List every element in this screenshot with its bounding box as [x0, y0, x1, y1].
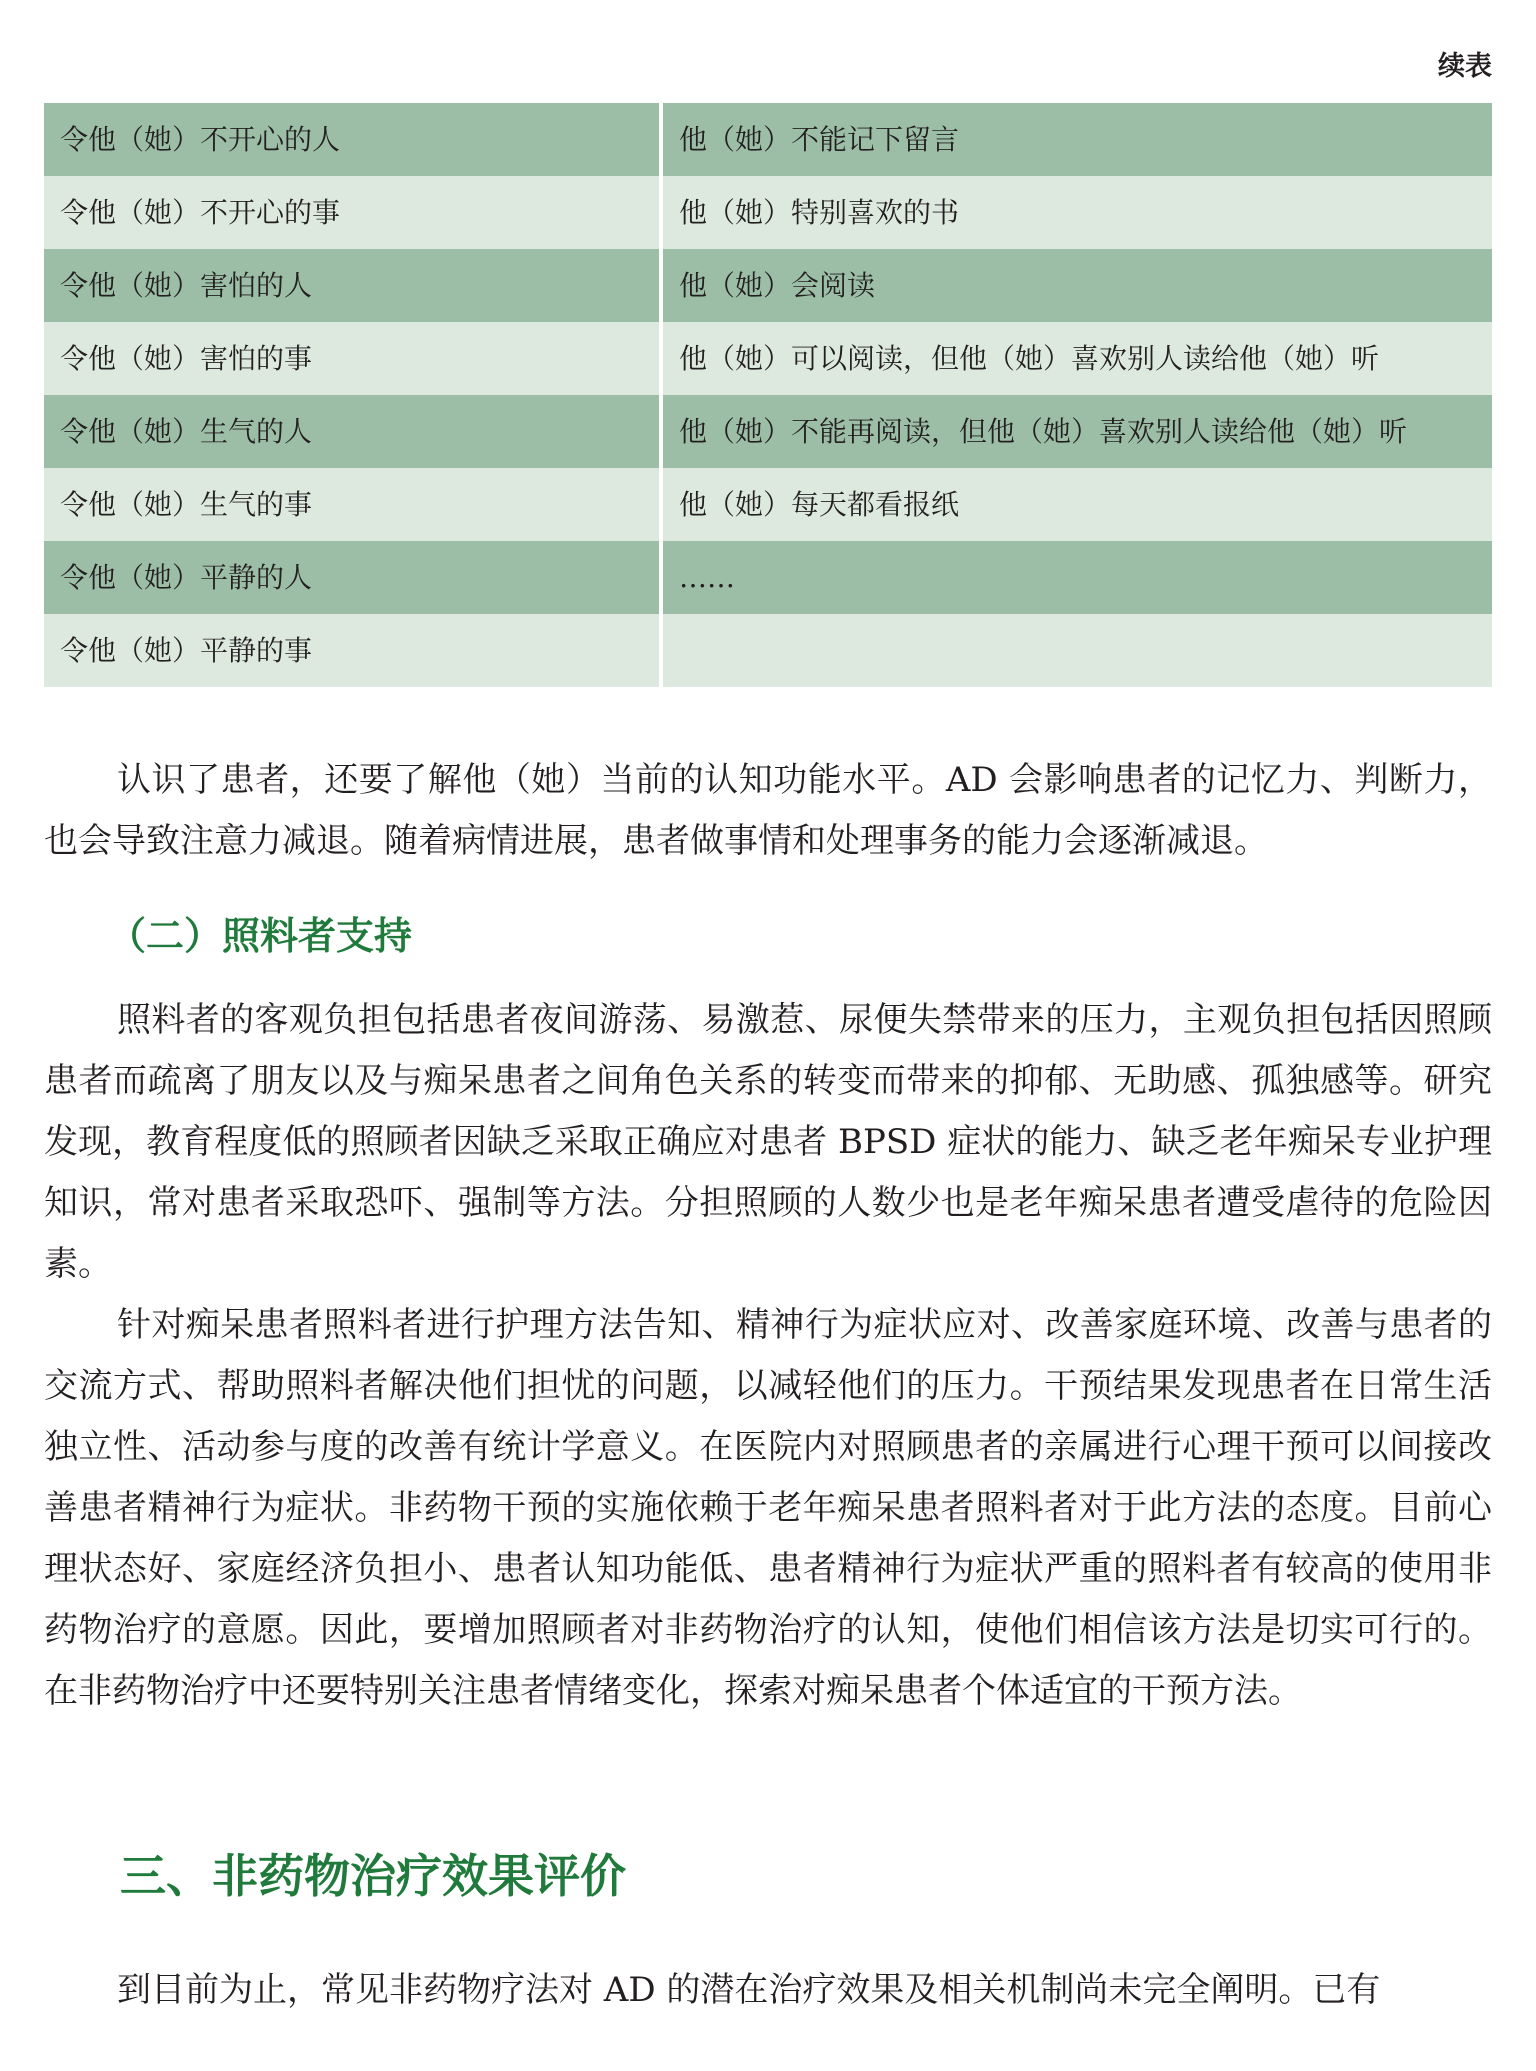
table-cell: 令他（她）害怕的人 — [44, 249, 661, 322]
table-row — [44, 541, 1492, 614]
table-row — [44, 395, 1492, 468]
table-cell: 他（她）会阅读 — [661, 249, 1492, 322]
table-row — [44, 103, 1492, 176]
section-heading: 三、非药物治疗效果评价 — [120, 1849, 626, 1903]
table-cell: 他（她）不能再阅读，但他（她）喜欢别人读给他（她）听 — [661, 395, 1492, 468]
table-cell: 他（她）特别喜欢的书 — [661, 176, 1492, 249]
table-cell: …… — [661, 541, 1492, 614]
table-row — [44, 176, 1492, 249]
table-cell: 令他（她）生气的事 — [44, 468, 661, 541]
table-cell: 他（她）不能记下留言 — [661, 103, 1492, 176]
table-cell: 令他（她）平静的人 — [44, 541, 661, 614]
subsection-heading: （二）照料者支持 — [108, 914, 413, 958]
table-cell: 他（她）每天都看报纸 — [661, 468, 1492, 541]
body-paragraph: 针对痴呆患者照料者进行护理方法告知、精神行为症状应对、改善家庭环境、改善与患者的交流方式、帮助照料者解决他们担忧的问题，以减轻他们的压力。干预结果发现患者在日常生活独立性、活动参与度的改善有统计学意义。在医院内对照顾患者的亲属进行心理干预可以间接改善患者精神行为症状。非药物干预的实施依赖于老年痴呆患者照料者对于此方法的态度。目前心理状态好、家庭经济负担小、患者认知功能低、患者精神行为症状严重的照料者有较高的使用非药物治疗的意愿。因此，要增加照顾者对非药物治疗的认知，使他们相信该方法是切实可行的。在非药物治疗中还要特别关注患者情绪变化，探索对痴呆患者个体适宜的干预方法。 — [44, 1305, 1492, 1711]
table-cell — [661, 614, 1492, 687]
table-cell: 令他（她）生气的人 — [44, 395, 661, 468]
table-cell: 令他（她）害怕的事 — [44, 322, 661, 395]
continued-table-label: 续表 — [1438, 51, 1492, 82]
body-paragraph: 认识了患者，还要了解他（她）当前的认知功能水平。AD 会影响患者的记忆力、判断力，也会导致注意力减退。随着病情进展，患者做事情和处理事务的能力会逐渐减退。 — [44, 760, 1492, 861]
continued-table — [44, 103, 1492, 687]
table-cell: 他（她）可以阅读，但他（她）喜欢别人读给他（她）听 — [661, 322, 1492, 395]
table-cell: 令他（她）不开心的人 — [44, 103, 661, 176]
body-paragraph: 照料者的客观负担包括患者夜间游荡、易激惹、尿便失禁带来的压力，主观负担包括因照顾患者而疏离了朋友以及与痴呆患者之间角色关系的转变而带来的抑郁、无助感、孤独感等。研究发现，教育程度低的照顾者因缺乏采取正确应对患者 BPSD 症状的能力、缺乏老年痴呆专业护理知识，常对患者采取恐吓、强制等方法。分担照顾的人数少也是老年痴呆患者遭受虐待的危险因素。 — [44, 1000, 1492, 1284]
table-row — [44, 468, 1492, 541]
table-row — [44, 614, 1492, 687]
body-paragraph: 到目前为止，常见非药物疗法对 AD 的潜在治疗效果及相关机制尚未完全阐明。已有 — [117, 1970, 1381, 2010]
table-row — [44, 322, 1492, 395]
table-row — [44, 249, 1492, 322]
table-cell: 令他（她）平静的事 — [44, 614, 661, 687]
table-cell: 令他（她）不开心的事 — [44, 176, 661, 249]
